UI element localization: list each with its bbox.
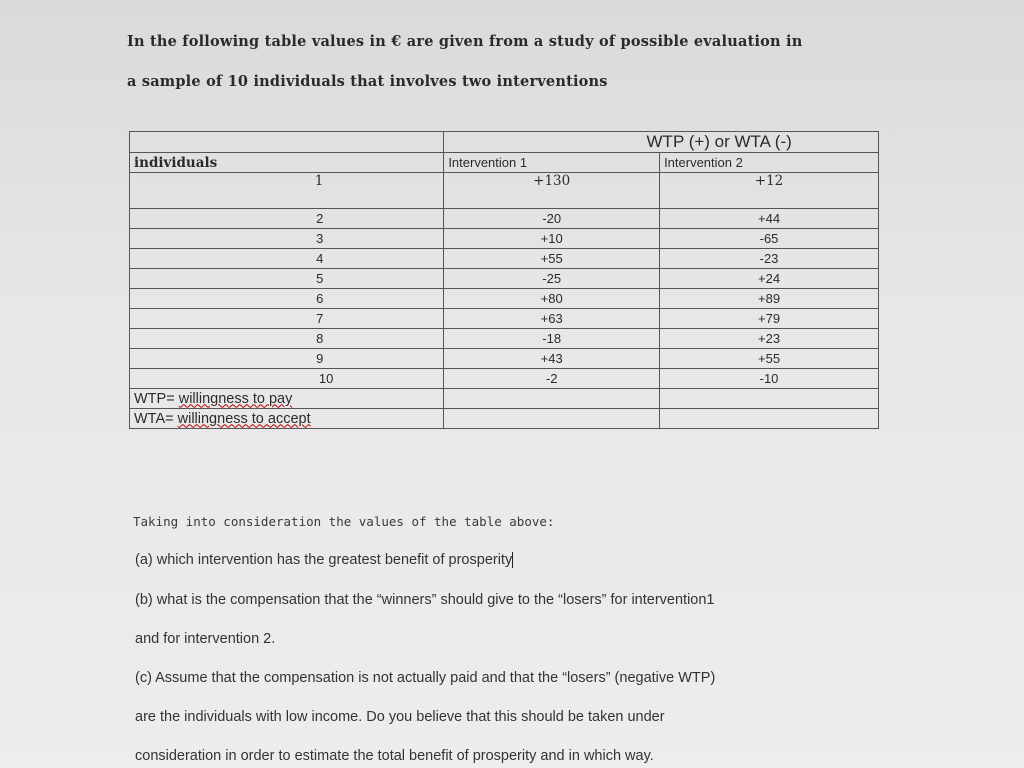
row-id: 4 (130, 249, 444, 269)
note-wta (130, 409, 444, 429)
question-b-line-1: (b) what is the compensation that the “winners” should give to the “losers” for intervention1 (135, 592, 715, 608)
cell-intervention-1: +10 (444, 229, 660, 249)
note-wtp (130, 389, 444, 409)
questions-lead: Taking into consideration the values of the table above: (133, 514, 555, 529)
column-header-individuals: individuals (130, 153, 444, 173)
table-note-row (130, 409, 879, 429)
question-b-line-2: and for intervention 2. (135, 631, 276, 647)
row-id: 6 (130, 289, 444, 309)
cell-intervention-1: -25 (444, 269, 660, 289)
table-row (130, 329, 879, 349)
column-header-intervention-2: Intervention 2 (660, 153, 879, 173)
cell-intervention-2: -10 (660, 369, 879, 389)
row-id: 3 (130, 229, 444, 249)
table-row (130, 289, 879, 309)
row-id: 8 (130, 329, 444, 349)
question-c-line-2: are the individuals with low income. Do you believe that this should be taken under (135, 709, 665, 725)
table-row (130, 173, 879, 209)
note-empty-cell (444, 389, 660, 409)
table-header-row (130, 153, 879, 173)
wtp-wta-table (129, 131, 879, 429)
table-row (130, 349, 879, 369)
table-group-header-row (130, 132, 879, 153)
note-wta-prefix: WTA= (134, 410, 178, 427)
note-wtp-term: willingness to pay (178, 390, 293, 407)
table-group-header: WTP (+) or WTA (-) (444, 132, 879, 153)
cell-intervention-1: +55 (444, 249, 660, 269)
note-wta-term: willingness to accept (177, 410, 311, 427)
cell-intervention-2: +12 (660, 173, 879, 209)
note-wtp-prefix: WTP= (134, 390, 179, 407)
cell-intervention-2: +24 (660, 269, 879, 289)
cell-intervention-1: +130 (444, 173, 660, 209)
cell-intervention-2: +55 (660, 349, 879, 369)
cell-intervention-2: +79 (660, 309, 879, 329)
table-row (130, 209, 879, 229)
cell-intervention-2: +23 (660, 329, 879, 349)
row-id: 9 (130, 349, 444, 369)
table-row (130, 369, 879, 389)
row-id: 7 (130, 309, 444, 329)
cell-intervention-2: +89 (660, 289, 879, 309)
question-a[interactable] (135, 552, 513, 568)
cell-intervention-2: +44 (660, 209, 879, 229)
note-empty-cell (444, 409, 660, 429)
table-header-empty (130, 132, 444, 153)
table-row (130, 229, 879, 249)
question-c-line-1: (c) Assume that the compensation is not actually paid and that the “losers” (negative WTP) (135, 670, 716, 686)
cell-intervention-1: -20 (444, 209, 660, 229)
table-row (130, 309, 879, 329)
intro-line-2: a sample of 10 individuals that involves two interventions (127, 73, 608, 90)
table-row (130, 269, 879, 289)
cell-intervention-2: -23 (660, 249, 879, 269)
column-header-intervention-1: Intervention 1 (444, 153, 660, 173)
note-empty-cell (660, 409, 879, 429)
cell-intervention-1: +43 (444, 349, 660, 369)
cell-intervention-1: +80 (444, 289, 660, 309)
table-row (130, 249, 879, 269)
question-c-line-3: consideration in order to estimate the total benefit of prosperity and in which way. (135, 748, 654, 764)
intro-line-1: In the following table values in € are given from a study of possible evaluation in (127, 33, 803, 50)
cell-intervention-1: -2 (444, 369, 660, 389)
cell-intervention-1: -18 (444, 329, 660, 349)
row-id: 2 (130, 209, 444, 229)
row-id: 1 (130, 173, 444, 209)
table-note-row (130, 389, 879, 409)
row-id: 10 (130, 369, 444, 389)
note-empty-cell (660, 389, 879, 409)
row-id: 5 (130, 269, 444, 289)
text-cursor (512, 552, 513, 568)
cell-intervention-1: +63 (444, 309, 660, 329)
question-a-text: (a) which intervention has the greatest benefit of prosperity (135, 552, 513, 568)
cell-intervention-2: -65 (660, 229, 879, 249)
